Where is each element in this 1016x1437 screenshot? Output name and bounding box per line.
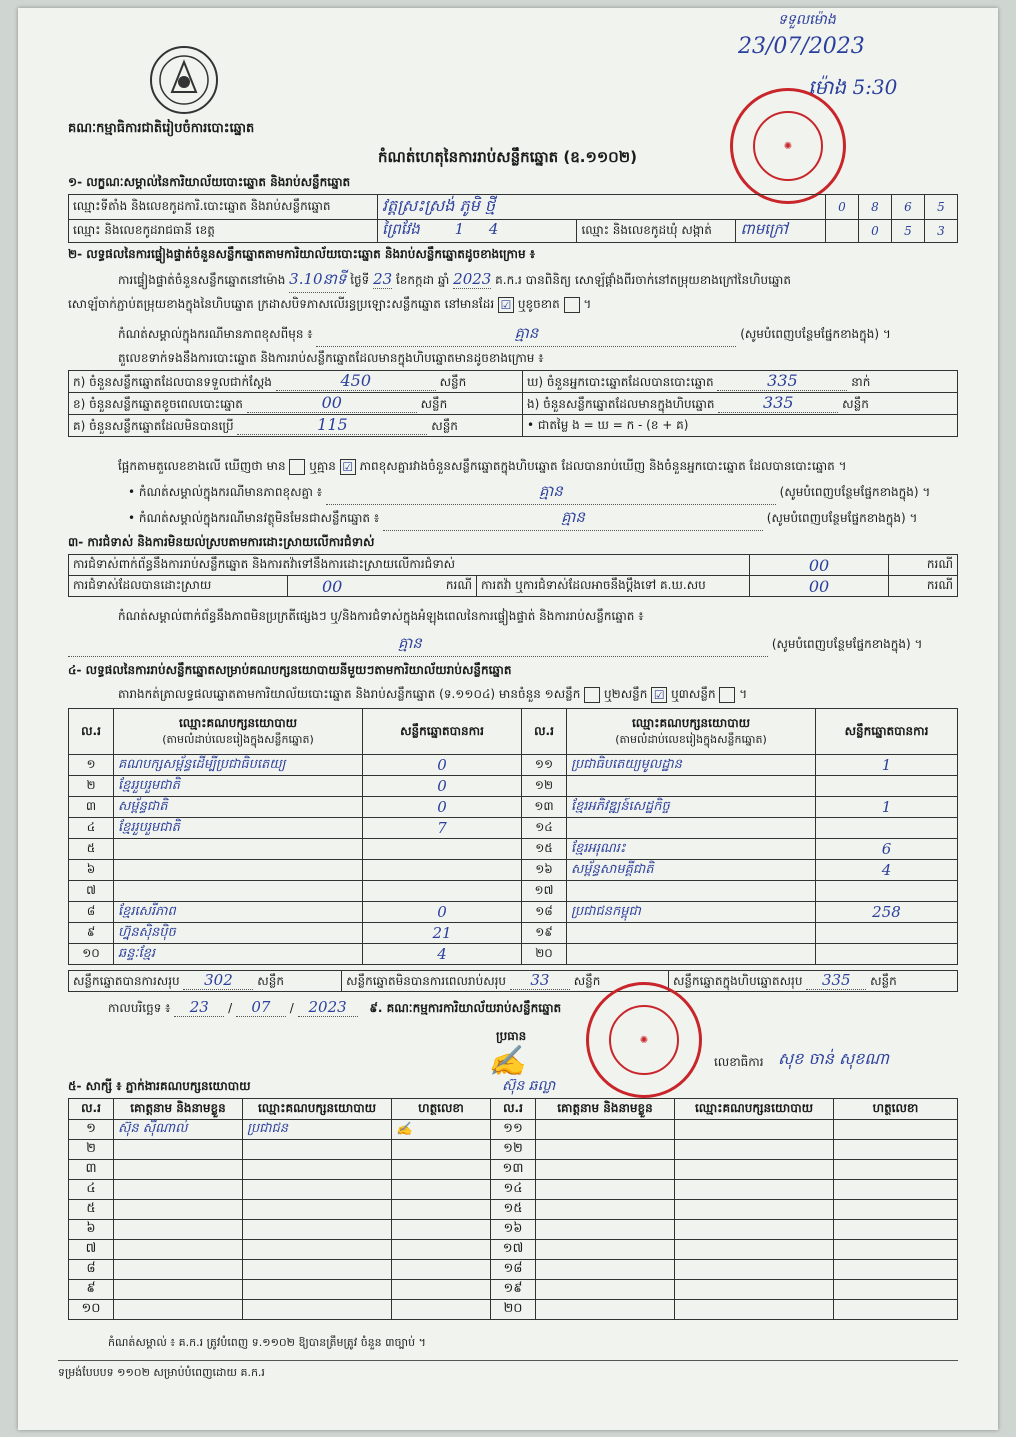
witness-party xyxy=(675,1200,834,1220)
witness-name xyxy=(114,1260,243,1280)
count-a: ក) ចំនួនសន្លឹកឆ្នោតដែលបានទទួលជាក់ស្តែង 450 សន្លឹក xyxy=(69,371,523,393)
witness-party xyxy=(243,1140,392,1160)
resolved-label: ការជំទាស់ដែលបានដោះស្រាយ xyxy=(69,576,288,597)
witness-name xyxy=(536,1220,675,1240)
witness-signature xyxy=(834,1180,958,1200)
party-name: ឆន្ទៈខ្មែរ xyxy=(114,944,363,965)
section3-note: គ្មាន (សូមបំពេញបន្ថែមផ្នែកខាងក្នុង) ។ xyxy=(68,634,968,657)
witness-name xyxy=(536,1160,675,1180)
section2-para2: សោឡ័ចាក់ភ្ជាប់តម្រុយខាងក្នុងនៃហិបឆ្នោត ក្រដាសបិទភាសលើរន្ធប្រឡោះសន្លឹកឆ្នោត នៅមានដែរ ☑ ឬខូចខាត ។ xyxy=(68,297,592,312)
vote-count: 6 xyxy=(816,839,958,860)
party-name xyxy=(567,923,816,944)
location-code-4: 5 xyxy=(925,195,958,220)
party-name xyxy=(567,944,816,965)
witness-signature xyxy=(392,1140,491,1160)
row-number: ១៣ xyxy=(522,797,567,818)
secretary-label: លេខាធិការ xyxy=(714,1055,764,1069)
party-name xyxy=(114,839,363,860)
row-number: ១៨ xyxy=(491,1260,536,1280)
witness-party xyxy=(675,1120,834,1140)
table-row xyxy=(69,1220,958,1240)
witness-signature xyxy=(834,1220,958,1240)
objections-label: ការជំទាស់ពាក់ព័ន្ធនឹងការរាប់សន្លឹកឆ្នោត និងការតវ៉ាទៅនឹងការដោះស្រាយលើការជំទាស់ xyxy=(69,555,750,576)
total-valid: សន្លឹកឆ្នោតបានការសរុប 302 សន្លឹក xyxy=(69,971,342,992)
witness-name xyxy=(114,1160,243,1180)
vote-count xyxy=(816,944,958,965)
row-number: ១៧ xyxy=(491,1240,536,1260)
witness-name xyxy=(536,1180,675,1200)
row-number: ៨ xyxy=(69,1260,114,1280)
results-date: កាលបរិច្ឆេទ ៖ 23 / 07 / 2023 ៩. គណៈកម្មការការិយាល័យរាប់សន្លឹកឆ្នោត xyxy=(108,998,562,1016)
vote-count: 0 xyxy=(363,797,522,818)
witness-name xyxy=(536,1300,675,1320)
witness-party xyxy=(243,1300,392,1320)
witness-party xyxy=(243,1260,392,1280)
row-number: ១៦ xyxy=(491,1220,536,1240)
received-date: 23/07/2023 xyxy=(738,34,865,59)
section2-list-intro: តួលេខទាក់ទងនឹងការបោះឆ្នោត និងការរាប់សន្លឹកឆ្នោតដែលមានក្នុងហិបឆ្នោតមានដូចខាងក្រោម ៖ xyxy=(118,351,544,365)
row-number: ១៦ xyxy=(522,860,567,881)
row-number: ៥ xyxy=(69,839,114,860)
vote-count xyxy=(816,881,958,902)
witness-name xyxy=(536,1140,675,1160)
official-stamp-bottom: ✺ xyxy=(586,982,702,1098)
row-number: ៩ xyxy=(69,1280,114,1300)
secretary-name: សុខ ចាន់ សុខណា xyxy=(778,1049,889,1068)
vote-count: 0 xyxy=(363,776,522,797)
objections-table: ការជំទាស់ពាក់ព័ន្ធនឹងការរាប់សន្លឹកឆ្នោត និងការតវ៉ាទៅនឹងការដោះស្រាយលើការជំទាស់ 00 ករណី ការជំទាស់ដែលបានដោះស្រាយ 00 ករណី ការតវ៉ា ឬការជំទាស់ដែលអាចនឹងប្តឹងទៅ គ.ឃ.សប 00 ករណី xyxy=(68,554,958,597)
org-name: គណៈកម្មាធិការជាតិរៀបចំការបោះឆ្នោត xyxy=(68,121,255,136)
row-number: ១៥ xyxy=(522,839,567,860)
witness-party xyxy=(243,1220,392,1240)
witness-party xyxy=(243,1280,392,1300)
witness-party: ប្រជាជន xyxy=(243,1120,392,1140)
chair-name: ស៊ុន ឆល្លា xyxy=(502,1078,556,1094)
table-row xyxy=(69,881,958,902)
row-number: ៣ xyxy=(69,797,114,818)
witness-signature: ✍ xyxy=(392,1120,491,1140)
commune-label: ឈ្មោះ និងលេខកូដឃុំ សង្កាត់ xyxy=(577,220,736,243)
witness-signature xyxy=(834,1200,958,1220)
row-number: ១ xyxy=(69,1120,114,1140)
witness-signature xyxy=(834,1120,958,1140)
section2-title: ២- លទ្ធផលនៃការផ្ទៀងផ្ទាត់ចំនួនសន្លឹកឆ្នោតតាមការិយាល័យបោះឆ្នោត និងរាប់សន្លឹកឆ្នោតដូចខាងក្រោម ៖ xyxy=(68,247,536,261)
witness-party xyxy=(675,1160,834,1180)
party-name: ខ្មែររួបរួមជាតិ xyxy=(114,818,363,839)
commune-code-2: 5 xyxy=(892,220,925,243)
table-row xyxy=(69,1260,958,1280)
appeal-label: ការតវ៉ា ឬការជំទាស់ដែលអាចនឹងប្តឹងទៅ គ.ឃ.សប xyxy=(477,576,750,597)
seal-intact-checkbox: ☑ xyxy=(498,297,514,313)
table-row xyxy=(69,1180,958,1200)
vote-count xyxy=(816,923,958,944)
two-sheet-checkbox: ☑ xyxy=(651,687,667,703)
witness-party xyxy=(675,1220,834,1240)
row-number: ១ xyxy=(69,755,114,776)
section1-title: ១- លក្ខណៈសម្គាល់នៃការិយាល័យបោះឆ្នោត និងរាប់សន្លឹកឆ្នោត xyxy=(68,175,351,189)
table-row xyxy=(69,839,958,860)
section2-note3: • កំណត់សម្គាល់ក្នុងករណីមានវត្ថុមិនមែនជាសន្លឹកឆ្នោត ៖ គ្មាន (សូមបំពេញបន្ថែមផ្នែកខាងក្នុង) ។ xyxy=(128,508,978,531)
section3-note-label: កំណត់សម្គាល់ពាក់ព័ន្ធនឹងភាពមិនប្រក្រតីផ្សេងៗ ឬ/និងការជំទាស់ក្នុងអំឡុងពេលនៃការផ្ទៀងផ្ទាត់ និងការរាប់សន្លឹកឆ្នោត ៖ xyxy=(118,609,644,623)
party-name: ខ្មែររួបរួមជាតិ xyxy=(114,776,363,797)
location-value: វត្តស្រះស្រង់ ភូមិ ថ្មី xyxy=(378,195,826,220)
witness-signature xyxy=(834,1300,958,1320)
footnote: កំណត់សម្គាល់ ៖ គ.ក.រ ត្រូវបំពេញ ទ.១១០២ ឱ្យបានត្រឹមត្រូវ ចំនួន ៣ច្បាប់ ។ xyxy=(108,1336,426,1349)
witness-signature xyxy=(392,1220,491,1240)
section1-table xyxy=(68,194,958,243)
witness-name xyxy=(114,1240,243,1260)
section4-intro: តារាងកត់ត្រាលទ្ធផលឆ្នោតតាមការិយាល័យបោះឆ្នោត និងរាប់សន្លឹកឆ្នោត (ទ.១១០៤) មានចំនួន ១សន្លឹក ឬ២សន្លឹក ☑ ឬ៣សន្លឹក ។ xyxy=(118,687,748,702)
vote-count: 1 xyxy=(816,755,958,776)
count-c: គ) ចំនួនសន្លឹកឆ្នោតដែលមិនបានប្រើ 115 សន្លឹក xyxy=(69,415,523,437)
three-sheet-checkbox xyxy=(719,687,735,703)
vote-count: 7 xyxy=(363,818,522,839)
witness-signature xyxy=(392,1240,491,1260)
party-name xyxy=(567,776,816,797)
witness-name xyxy=(536,1280,675,1300)
received-time: ម៉ោង 5:30 xyxy=(808,75,898,99)
witness-name xyxy=(114,1200,243,1220)
witness-signature xyxy=(834,1160,958,1180)
party-name xyxy=(114,860,363,881)
row-number: ១៤ xyxy=(491,1180,536,1200)
resolved-value: 00 ករណី xyxy=(288,576,477,597)
table-row xyxy=(69,1300,958,1320)
witness-signature xyxy=(834,1260,958,1280)
party-name: ខ្មែរអរុណរះ xyxy=(567,839,816,860)
row-number: ១១ xyxy=(522,755,567,776)
section4-title: ៤- លទ្ធផលនៃការរាប់សន្លឹកឆ្នោតសម្រាប់គណបក្សនយោបាយនីមួយៗតាមការិយាល័យរាប់សន្លឹកឆ្នោត xyxy=(68,663,512,677)
witness-name xyxy=(114,1220,243,1240)
row-number: ៤ xyxy=(69,818,114,839)
row-number: ៤ xyxy=(69,1180,114,1200)
witness-party xyxy=(675,1240,834,1260)
party-name: គណបក្សសម្ព័ន្ធដើម្បីប្រជាធិបតេយ្យ xyxy=(114,755,363,776)
witness-party xyxy=(675,1300,834,1320)
commune-code-3: 3 xyxy=(925,220,958,243)
row-number: ២០ xyxy=(491,1300,536,1320)
row-number: ៦ xyxy=(69,1220,114,1240)
row-number: ៥ xyxy=(69,1200,114,1220)
count-formula: • ជាតម្លៃ ង = ឃ = ក - (ខ + គ) xyxy=(523,415,958,437)
row-number: ១៨ xyxy=(522,902,567,923)
row-number: ៨ xyxy=(69,902,114,923)
witness-signature xyxy=(834,1140,958,1160)
party-name xyxy=(567,818,816,839)
witness-signature xyxy=(392,1200,491,1220)
no-difference-checkbox: ☑ xyxy=(340,459,356,475)
province-value: ព្រៃវែង 1 4 xyxy=(378,220,577,243)
vote-count: 4 xyxy=(816,860,958,881)
vote-count: 1 xyxy=(816,797,958,818)
section2-para1: ការផ្ទៀងផ្ទាត់ចំនួនសន្លឹកឆ្នោតនៅម៉ោង 3.10នាទី ថ្ងៃទី 23 ខែកក្កដា ឆ្នាំ 2023 គ.ក.រ បានពិនិត្យ សោឡ័ផ្តាំងពីរចាក់នៅតម្រុយខាងក្រៅនៃហិបឆ្នោត xyxy=(118,270,968,293)
row-number: ១៣ xyxy=(491,1160,536,1180)
witness-party xyxy=(675,1180,834,1200)
witness-name xyxy=(114,1180,243,1200)
witness-table: ល.រ គោត្តនាម និងនាមខ្លួន ឈ្មោះគណបក្សនយោបាយ ហត្ថលេខា ល.រ គោត្តនាម និងនាមខ្លួន ឈ្មោះគណបក្សនយោបាយ ហត្ថលេខា ១ ស៊ុន ស៊ីណាល់ ប្រជាជន ✍ ១១ ២ ១២ ៣ ១៣ ៤ ១៤ ៥ ១៥ ៦ ១៦ ៧ ១៧ ៨ ១៨ ៩ ១៩ ១០ ២០ xyxy=(68,1098,958,1320)
table-row xyxy=(69,944,958,965)
table-row xyxy=(69,1140,958,1160)
location-code-2: 8 xyxy=(859,195,892,220)
commune-value: ពាមក្រៅ xyxy=(736,220,826,243)
vote-count: 258 xyxy=(816,902,958,923)
row-number: ១០ xyxy=(69,1300,114,1320)
witness-party xyxy=(675,1280,834,1300)
party-name xyxy=(114,881,363,902)
chair-label: ប្រធាន xyxy=(496,1029,527,1043)
section2-note: កំណត់សម្គាល់ក្នុងករណីមានភាពខុសពីមុន ៖ គ្មាន (សូមបំពេញបន្ថែមផ្នែកខាងក្នុង) ។ xyxy=(118,324,968,347)
party-name: សម្ព័ន្ធជាតិ xyxy=(114,797,363,818)
appeal-value: 00 xyxy=(750,576,889,597)
witness-signature xyxy=(392,1280,491,1300)
row-number: ៧ xyxy=(69,1240,114,1260)
table-row xyxy=(69,797,958,818)
table-row xyxy=(69,1240,958,1260)
table-row xyxy=(69,818,958,839)
party-name: ប្រជាជនកម្ពុជា xyxy=(567,902,816,923)
witness-signature xyxy=(392,1180,491,1200)
row-number: ១៤ xyxy=(522,818,567,839)
location-label: ឈ្មោះទីតាំង និងលេខកូដការិ.បោះឆ្នោត និងរាប់សន្លឹកឆ្នោត xyxy=(69,195,378,220)
footer-divider xyxy=(58,1360,958,1361)
party-name xyxy=(567,881,816,902)
section3-title: ៣- ការជំទាស់ និងការមិនយល់ស្របតាមការដោះស្រាយលើការជំទាស់ xyxy=(68,535,375,549)
party-name: សម្ព័ន្ធសាមគ្គីជាតិ xyxy=(567,860,816,881)
row-number: ៦ xyxy=(69,860,114,881)
vote-count xyxy=(363,860,522,881)
section2-match: ផ្អែកតាមតួលេខខាងលើ ឃើញថា មាន ឬគ្មាន ☑ ភាពខុសគ្នារវាងចំនួនសន្លឹកឆ្នោតក្នុងហិបឆ្នោត ដែលបានរាប់ឃើញ និងចំនួនអ្នកបោះឆ្នោត ដែលបានបោះឆ្នោត ។ xyxy=(118,459,847,474)
location-code-3: 6 xyxy=(892,195,925,220)
section5-title: ៥- សាក្សី ៖ ភ្នាក់ងារគណបក្សនយោបាយ xyxy=(68,1079,251,1093)
vote-count xyxy=(816,776,958,797)
vote-count: 0 xyxy=(363,902,522,923)
seal-damaged-checkbox xyxy=(564,297,580,313)
row-number: ១៩ xyxy=(491,1280,536,1300)
table-row xyxy=(69,923,958,944)
vote-count xyxy=(363,881,522,902)
table-row xyxy=(69,1280,958,1300)
witness-name xyxy=(536,1240,675,1260)
row-number: ១២ xyxy=(522,776,567,797)
vote-count xyxy=(816,818,958,839)
table-row xyxy=(69,755,958,776)
form-footer: ទម្រង់បែបបទ ១១០២ សម្រាប់បំពេញដោយ គ.ក.រ xyxy=(58,1366,265,1379)
witness-name xyxy=(536,1260,675,1280)
row-number: ២០ xyxy=(522,944,567,965)
witness-signature xyxy=(392,1260,491,1280)
witness-name xyxy=(114,1300,243,1320)
row-number: ១៩ xyxy=(522,923,567,944)
witness-signature xyxy=(392,1300,491,1320)
witness-name xyxy=(114,1280,243,1300)
ballot-counts-table xyxy=(68,370,958,437)
party-name: ខ្មែរអភិវឌ្ឍន៍សេដ្ឋកិច្ច xyxy=(567,797,816,818)
count-b: ខ) ចំនួនសន្លឹកឆ្នោតខូចពេលបោះឆ្នោត 00 សន្លឹក xyxy=(69,393,523,415)
emblem-icon xyxy=(148,44,220,116)
section2-note2: • កំណត់សម្គាល់ក្នុងករណីមានភាពខុសគ្នា ៖ គ្មាន (សូមបំពេញបន្ថែមផ្នែកខាងក្នុង) ។ xyxy=(128,482,978,505)
chair-signature: ✍ xyxy=(488,1044,526,1079)
table-row xyxy=(69,902,958,923)
witness-party xyxy=(675,1260,834,1280)
table-row xyxy=(69,776,958,797)
row-number: ១១ xyxy=(491,1120,536,1140)
party-name: ហ្វ៊ុនស៊ិនប៉ិច xyxy=(114,923,363,944)
count-e: ង) ចំនួនសន្លឹកឆ្នោតដែលមានក្នុងហិបឆ្នោត 335 សន្លឹក xyxy=(523,393,958,415)
row-number: ១៥ xyxy=(491,1200,536,1220)
witness-name xyxy=(536,1200,675,1220)
count-d: ឃ) ចំនួនអ្នកបោះឆ្នោតដែលបានបោះឆ្នោត 335 នាក់ xyxy=(523,371,958,393)
row-number: ២ xyxy=(69,776,114,797)
form-title: កំណត់ហេតុនៃការរាប់សន្លឹកឆ្នោត (ឧ.១១០២) xyxy=(378,148,638,166)
witness-name xyxy=(536,1120,675,1140)
party-name: ប្រជាធិបតេយ្យមូលដ្ឋាន xyxy=(567,755,816,776)
vote-count: 21 xyxy=(363,923,522,944)
witness-signature xyxy=(834,1240,958,1260)
row-number: ៩ xyxy=(69,923,114,944)
objections-value: 00 xyxy=(750,555,889,576)
has-difference-checkbox xyxy=(289,459,305,475)
witness-party xyxy=(243,1160,392,1180)
document-sheet xyxy=(18,8,998,1430)
table-row xyxy=(69,1120,958,1140)
table-row xyxy=(69,860,958,881)
party-name: ខ្មែរសេរីភាព xyxy=(114,902,363,923)
row-number: ១៧ xyxy=(522,881,567,902)
witness-party xyxy=(675,1140,834,1160)
province-label: ឈ្មោះ និងលេខកូដរាជធានី ខេត្ត xyxy=(69,220,378,243)
witness-signature xyxy=(392,1160,491,1180)
party-results-table: ល.រ ឈ្មោះគណបក្សនយោបាយ (តាមលំដាប់លេខរៀងក្នុងសន្លឹកឆ្នោត) សន្លឹកឆ្នោតបានការ ល.រ ឈ្មោះគណបក្សនយោបាយ (តាមលំដាប់លេខរៀងក្នុងសន្លឹកឆ្នោត) សន្លឹកឆ្នោតបានការ ១ គណបក្សសម្ព័ន្ធដើម្បីប្រជាធិបតេយ្យ 0 ១១ ប្រជាធិបតេយ្យមូលដ្ឋាន 1 ២ ខ្មែររួបរួមជាតិ 0 ១២ ៣ សម្ព័ន្ធជាតិ 0 ១៣ ខ្មែរអភិវឌ្ឍន៍សេដ្ឋកិច្ច 1 ៤ ខ្មែររួបរួមជាតិ 7 ១៤ ៥ ១៥ ខ្មែរអរុណរះ 6 ៦ ១៦ សម្ព័ន្ធសាមគ្គីជាតិ 4 ៧ ១៧ ៨ ខ្មែរសេរីភាព 0 ១៨ ប្រជាជនកម្ពុជា 258 ៩ ហ្វ៊ុនស៊ិនប៉ិច 21 ១៩ ១០ ឆន្ទៈខ្មែរ 4 ២០ xyxy=(68,708,958,965)
vote-count: 4 xyxy=(363,944,522,965)
row-number: ៣ xyxy=(69,1160,114,1180)
witness-party xyxy=(243,1200,392,1220)
table-row xyxy=(69,1200,958,1220)
witness-party xyxy=(243,1180,392,1200)
row-number: ៧ xyxy=(69,881,114,902)
witness-name xyxy=(114,1140,243,1160)
one-sheet-checkbox xyxy=(584,687,600,703)
location-code-1: 0 xyxy=(826,195,859,220)
vote-count xyxy=(363,839,522,860)
totals-table xyxy=(68,970,958,992)
official-stamp-top: ✺ xyxy=(730,88,846,204)
total-invalid: សន្លឹកឆ្នោតមិនបានការពេលរាប់សរុប 33 សន្លឹក xyxy=(342,971,669,992)
witness-party xyxy=(243,1240,392,1260)
row-number: ១២ xyxy=(491,1140,536,1160)
total-in-box: សន្លឹកឆ្នោតក្នុងហិបឆ្នោតសរុប 335 សន្លឹក xyxy=(668,971,957,992)
commune-code-1: 0 xyxy=(859,220,892,243)
row-number: ១០ xyxy=(69,944,114,965)
received-note: ទទួលម៉ោង xyxy=(778,12,836,28)
witness-signature xyxy=(834,1280,958,1300)
witness-name: ស៊ុន ស៊ីណាល់ xyxy=(114,1120,243,1140)
table-row xyxy=(69,1160,958,1180)
row-number: ២ xyxy=(69,1140,114,1160)
vote-count: 0 xyxy=(363,755,522,776)
